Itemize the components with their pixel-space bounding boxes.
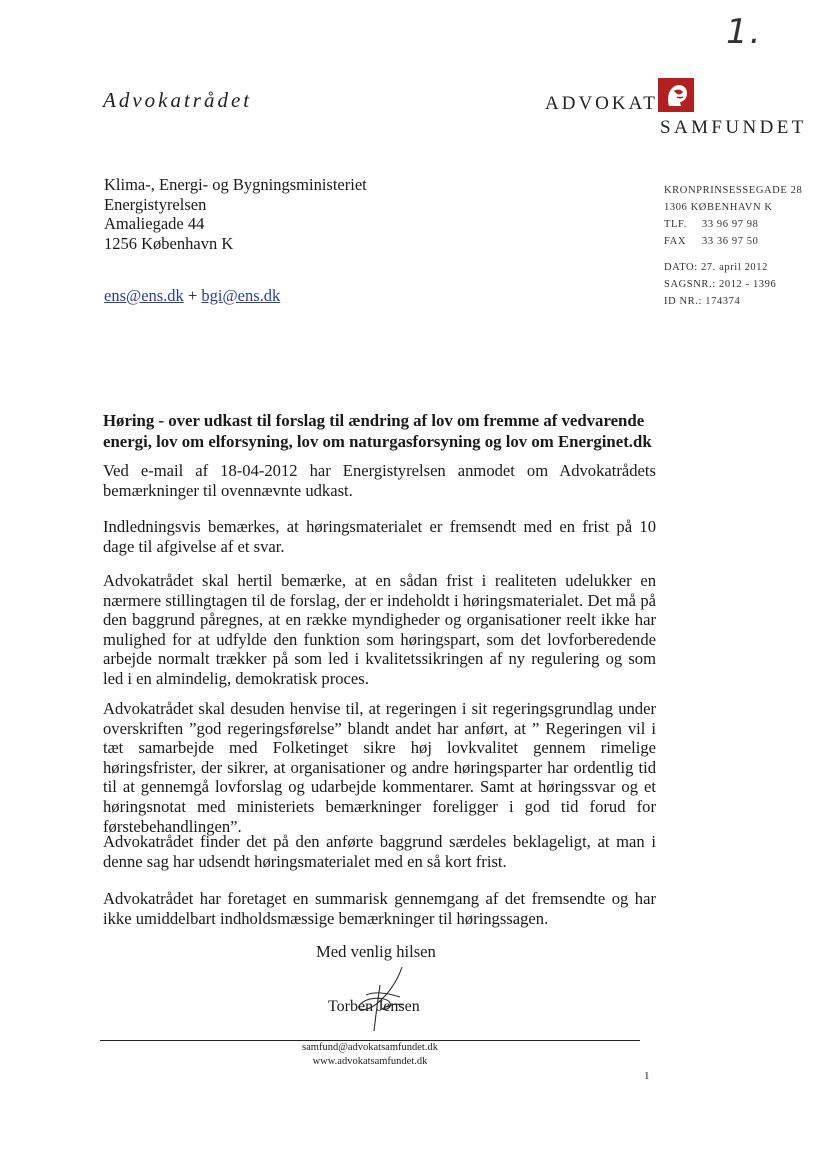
- body-paragraph: Advokatrådet skal desuden henvise til, at regeringen i sit regeringsgrundlag under overskriften ”god regeringsførelse” blandt andet har anført, at ” Regeringen vil i tæt samarbejde med Folketinget sikre høj lovkvalitet gennem rimelige høringsfrister, der sikrer, at organisationer og andre høringsparter har ordentlig tid til at gennemgå lovforslag og udarbejde kommentarer. Samt at høringssvar og et høringsnotat med ministeriets bemærkninger foreligger i god tid forud for førstebehandlingen”.: [103, 699, 656, 836]
- sender-info-block: [664, 182, 802, 310]
- handwritten-signature: [330, 965, 420, 1033]
- sender-phone: [664, 216, 802, 233]
- case-number: SAGSNR.: 2012 - 1396: [664, 279, 777, 290]
- footer-website: www.advokatsamfundet.dk: [312, 1056, 428, 1067]
- body-paragraph: Advokatrådet skal hertil bemærke, at en sådan frist i realiteten udelukker en nærmere stillingtagen til de forslag, der er indeholdt i høringsmaterialet. Det må på den baggrund påregnes, at en række myndigheder og organisationer reelt ikke har mulighed for at udfylde den funktion som høringspart, som det lovforberedende arbejde normalt trækker på som led i kvalitetssikringen af ny regulering og som led i en almindelig, demokratisk proces.: [103, 571, 656, 688]
- email-separator: +: [183, 286, 202, 305]
- body-paragraph: Ved e-mail af 18-04-2012 har Energistyrelsen anmodet om Advokatrådets bemærkninger til ovennævnte udkast.: [103, 461, 656, 500]
- recipient-line: Energistyrelsen: [104, 194, 207, 214]
- logo-word-bottom: SAMFUNDET: [660, 117, 807, 138]
- body-paragraph: Advokatrådet har foretaget en summarisk gennemgang af det fremsendte og har ikke umiddelbart indholdsmæssige bemærkninger til høringssagen.: [103, 889, 656, 928]
- recipient-line: Amaliegade 44: [104, 214, 205, 233]
- fax-label: FAX: [664, 236, 687, 247]
- sender-street: KRONPRINSESSEGADE 28: [664, 185, 803, 196]
- letter-date: DATO: 27. april 2012: [664, 262, 768, 273]
- closing-salutation: Med venlig hilsen: [316, 942, 436, 961]
- recipient-emails: [104, 286, 280, 306]
- letter-subject: Høring - over udkast til forslag til ændring af lov om fremme af vedvarende energi, lov om elforsyning, lov om naturgasforsyning og lov om Energinet.dk: [103, 411, 652, 451]
- page-number: 1: [644, 1070, 650, 1082]
- sender-city: 1306 KØBENHAVN K: [664, 202, 773, 213]
- advokatsamfundet-logo-icon: [658, 78, 694, 112]
- signer-name: Torben Jensen: [328, 998, 420, 1015]
- footer-contact: [250, 1041, 490, 1069]
- footer-email: samfund@advokatsamfundet.dk: [302, 1042, 438, 1053]
- fax-value: 33 36 97 50: [702, 236, 759, 247]
- phone-value: 33 96 97 98: [702, 219, 759, 230]
- logo-word-top: ADVOKAT: [545, 93, 658, 114]
- body-paragraph: Advokatrådet finder det på den anførte baggrund særdeles beklageligt, at man i denne sag har udsendt høringsmaterialet med en så kort frist.: [103, 832, 656, 871]
- email-link-bgi[interactable]: bgi@ens.dk: [201, 286, 281, 305]
- sender-fax: [664, 233, 802, 250]
- handwritten-page-number: 1.: [726, 12, 763, 52]
- body-paragraph: Indledningsvis bemærkes, at høringsmaterialet er fremsendt med en frist på 10 dage til afgivelse af et svar.: [103, 517, 656, 556]
- recipient-line: Klima-, Energi- og Bygningsministeriet: [104, 175, 367, 194]
- phone-label: TLF.: [664, 219, 687, 230]
- id-number: ID NR.: 174374: [664, 296, 741, 307]
- recipient-line: 1256 København K: [104, 233, 234, 253]
- recipient-address: [104, 175, 367, 253]
- email-link-ens[interactable]: ens@ens.dk: [104, 286, 184, 305]
- letterhead-org-name: Advokatrådet: [103, 88, 253, 112]
